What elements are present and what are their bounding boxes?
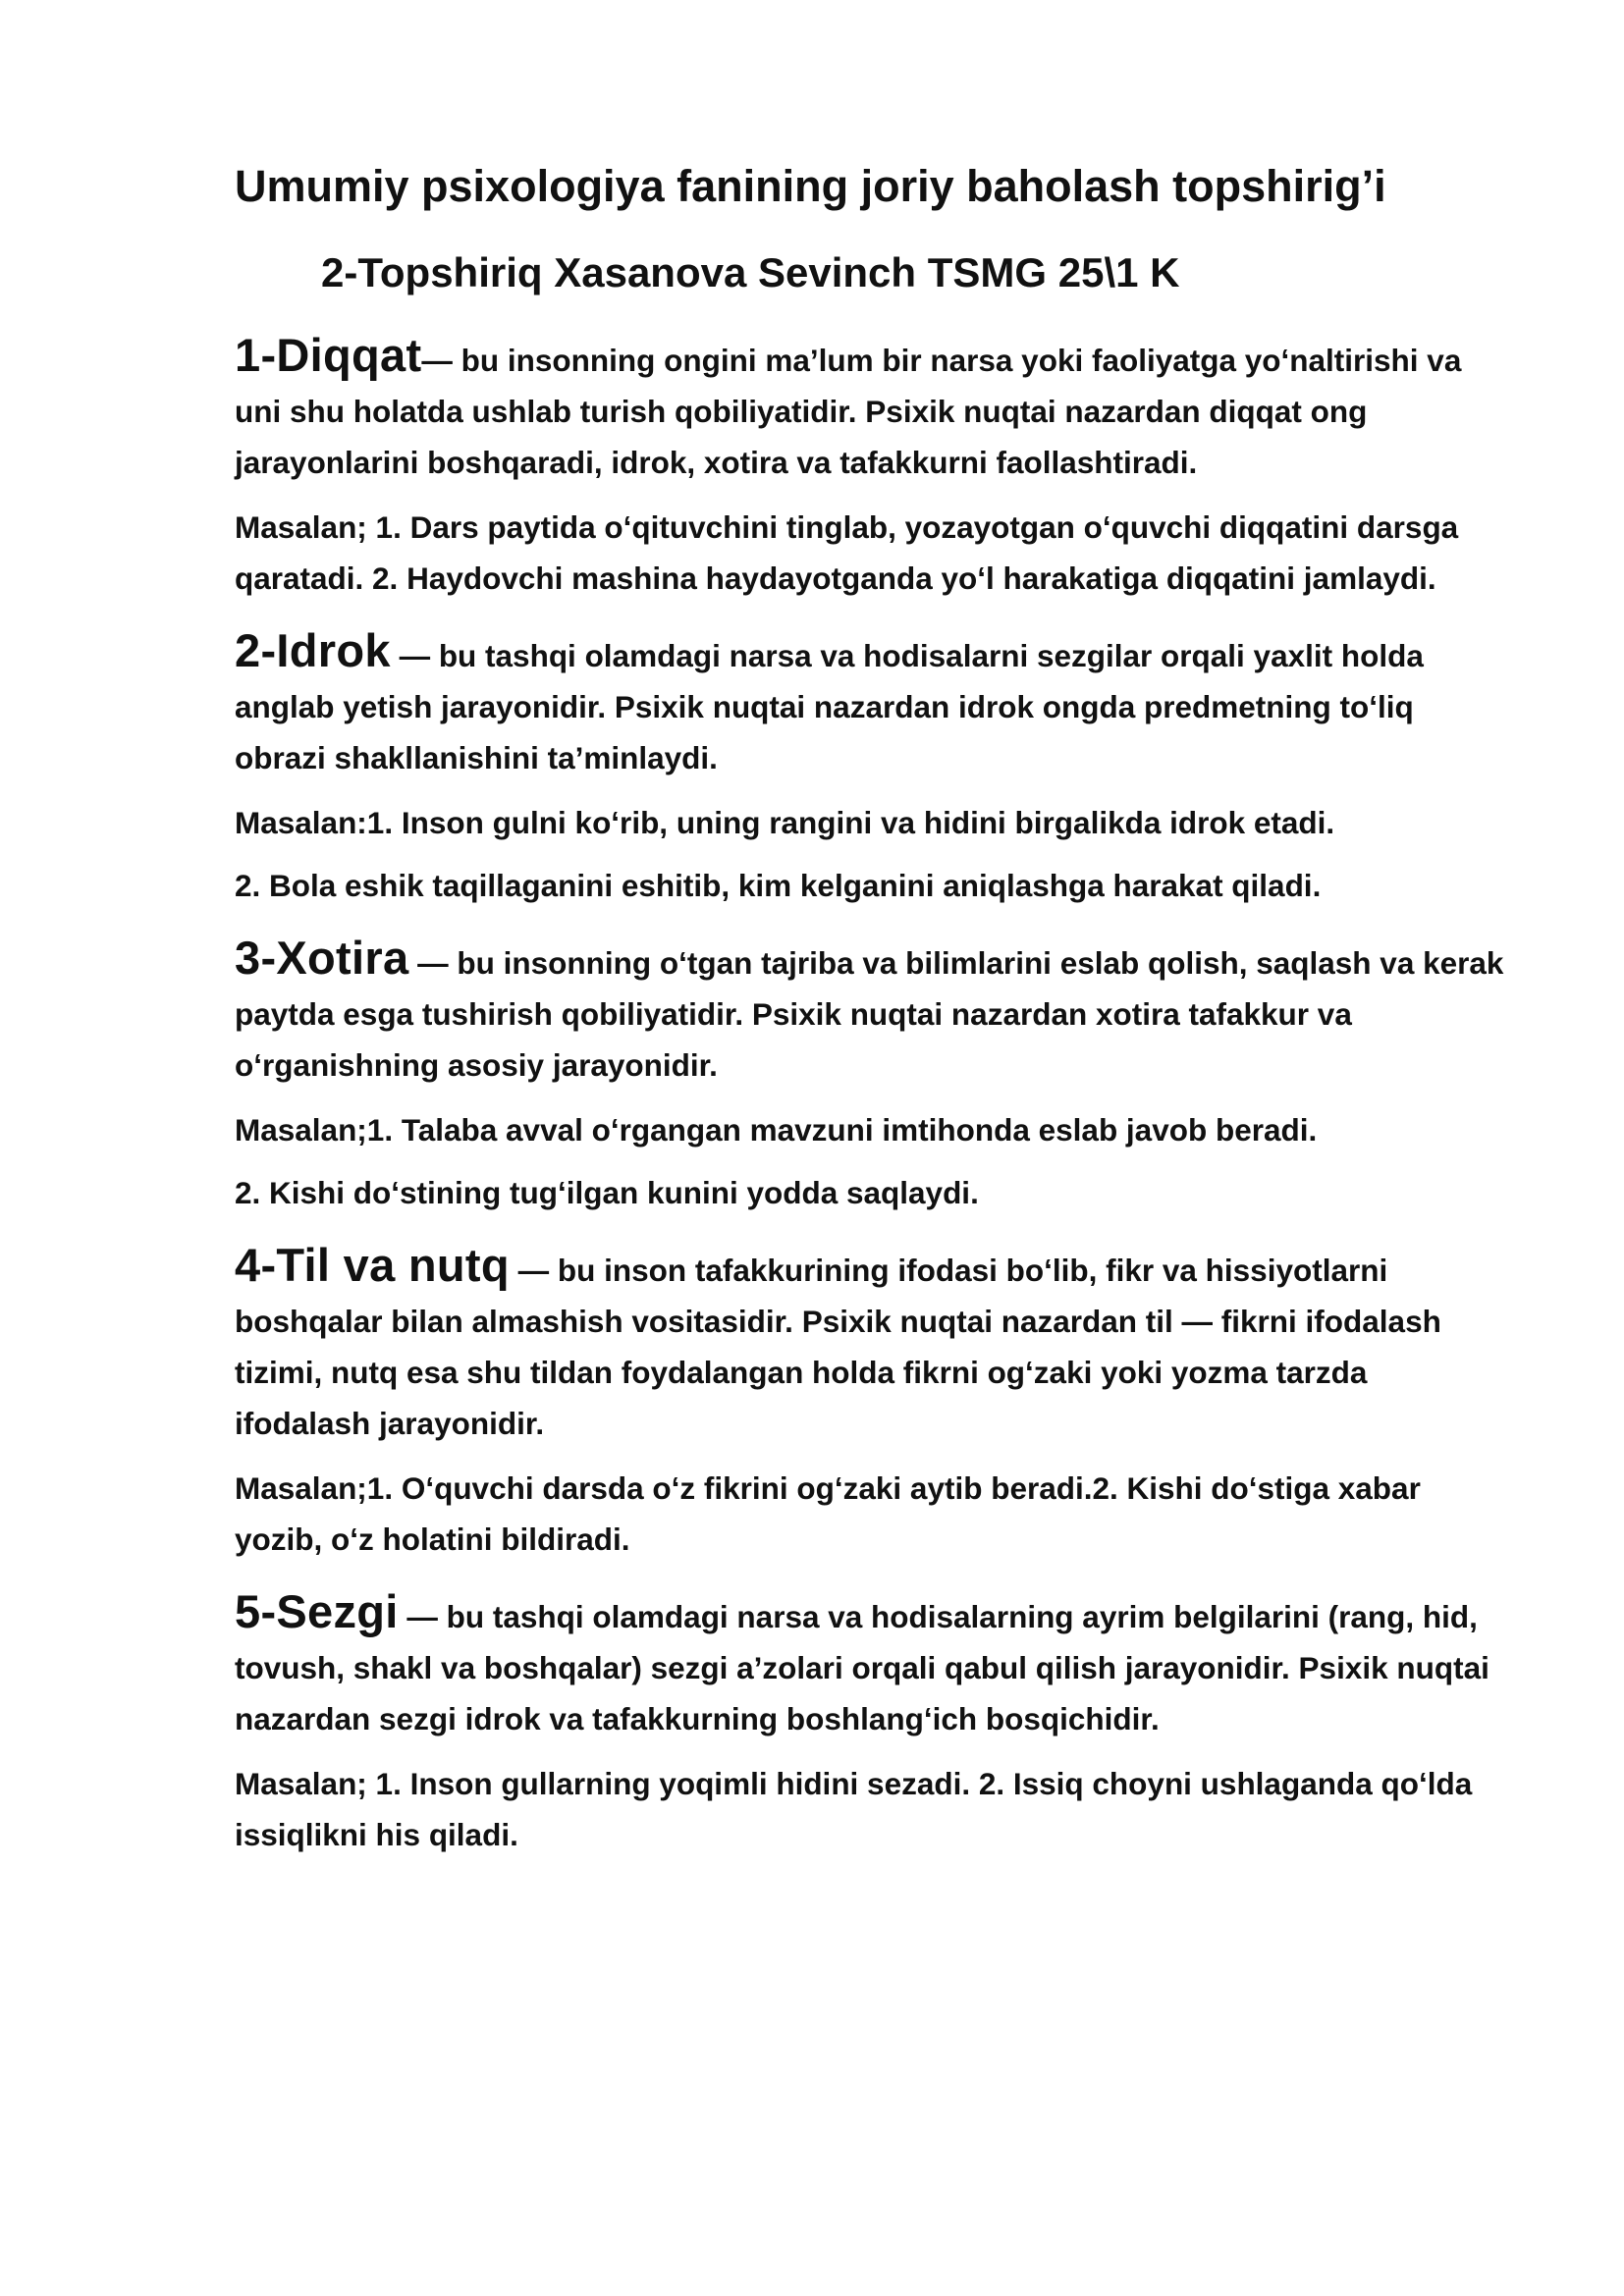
section-definition-text: — bu insonning ongini ma’lum bir narsa yoki faoliyatga yoʻnaltirishi va uni shu holatda ushlab turish qobiliyatidir. Psixik nuqtai nazardan diqqat ong jarayonlarini boshqaradi, idrok, xotira va tafakkurni faollashtiradi. [235, 343, 1462, 480]
section-term: 2-Idrok [235, 624, 391, 676]
section-example: Masalan; 1. Dars paytida oʻqituvchini tinglab, yozayotgan oʻquvchi diqqatini darsga qaratadi. 2. Haydovchi mashina haydayotganda yoʻl harakatiga diqqatini jamlaydi. [235, 509, 1459, 596]
section-example: 2. Bola eshik taqillaganini eshitib, kim kelganini aniqlashga harakat qiladi. [235, 868, 1322, 903]
section-sezgi [235, 1586, 1511, 1860]
document-title: Umumiy psixologiya fanining joriy baholash topshirig’i [235, 161, 1386, 211]
section-definition [235, 933, 1511, 1091]
section-definition-text: — bu insonning oʻtgan tajriba va bilimlarini eslab qolish, saqlash va kerak paytda esga tushirish qobiliyatidir. Psixik nuqtai nazardan xotira tafakkur va oʻrganishning asosiy jarayonidir. [235, 945, 1504, 1083]
section-example: Masalan:1. Inson gulni koʻrib, uning rangini va hidini birgalikda idrok etadi. [235, 805, 1335, 840]
section-term: 3-Xotira [235, 932, 409, 984]
section-example: 2. Kishi doʻstining tugʻilgan kunini yodda saqlaydi. [235, 1175, 979, 1210]
section-term: 5-Sezgi [235, 1585, 399, 1637]
section-xotira [235, 933, 1511, 1218]
section-definition-text: — bu tashqi olamdagi narsa va hodisalarning ayrim belgilarini (rang, hid, tovush, shakl va boshqalar) sezgi a’zolari orqali qabul qilish jarayonidir. Psixik nuqtai nazardan sezgi idrok va tafakkurning boshlangʻich bosqichidir. [235, 1599, 1489, 1736]
section-definition-text: — bu inson tafakkurining ifodasi boʻlib, fikr va hissiyotlarni boshqalar bilan almashish vositasidir. Psixik nuqtai nazardan til — fikrni ifodalash tizimi, nutq esa shu tildan foydalangan holda fikrni ogʻzaki yoki yozma tarzda ifodalash jarayonidir. [235, 1253, 1441, 1441]
document-page [235, 157, 1511, 1882]
section-example: Masalan; 1. Inson gullarning yoqimli hidini sezadi. 2. Issiq choyni ushlaganda qoʻlda issiqlikni his qiladi. [235, 1766, 1473, 1852]
document-subtitle: 2-Topshiriq Xasanova Sevinch TSMG 25\1 K [321, 249, 1180, 295]
section-example: Masalan;1. Oʻquvchi darsda oʻz fikrini ogʻzaki aytib beradi.2. Kishi doʻstiga xabar yozib, oʻz holatini bildiradi. [235, 1470, 1421, 1557]
section-term: 1-Diqqat [235, 329, 422, 381]
section-til-va-nutq [235, 1240, 1511, 1565]
section-definition [235, 330, 1511, 488]
section-definition [235, 625, 1511, 783]
section-definition-text: — bu tashqi olamdagi narsa va hodisalarni sezgilar orqali yaxlit holda anglab yetish jarayonidir. Psixik nuqtai nazardan idrok ongda predmetning toʻliq obrazi shakllanishini ta’minlaydi. [235, 638, 1424, 775]
sections-list [235, 330, 1511, 1860]
section-definition [235, 1240, 1511, 1449]
section-term: 4-Til va nutq [235, 1239, 510, 1291]
section-idrok [235, 625, 1511, 911]
section-example: Masalan;1. Talaba avval oʻrgangan mavzuni imtihonda eslab javob beradi. [235, 1112, 1318, 1148]
section-definition [235, 1586, 1511, 1744]
section-diqqat [235, 330, 1511, 604]
